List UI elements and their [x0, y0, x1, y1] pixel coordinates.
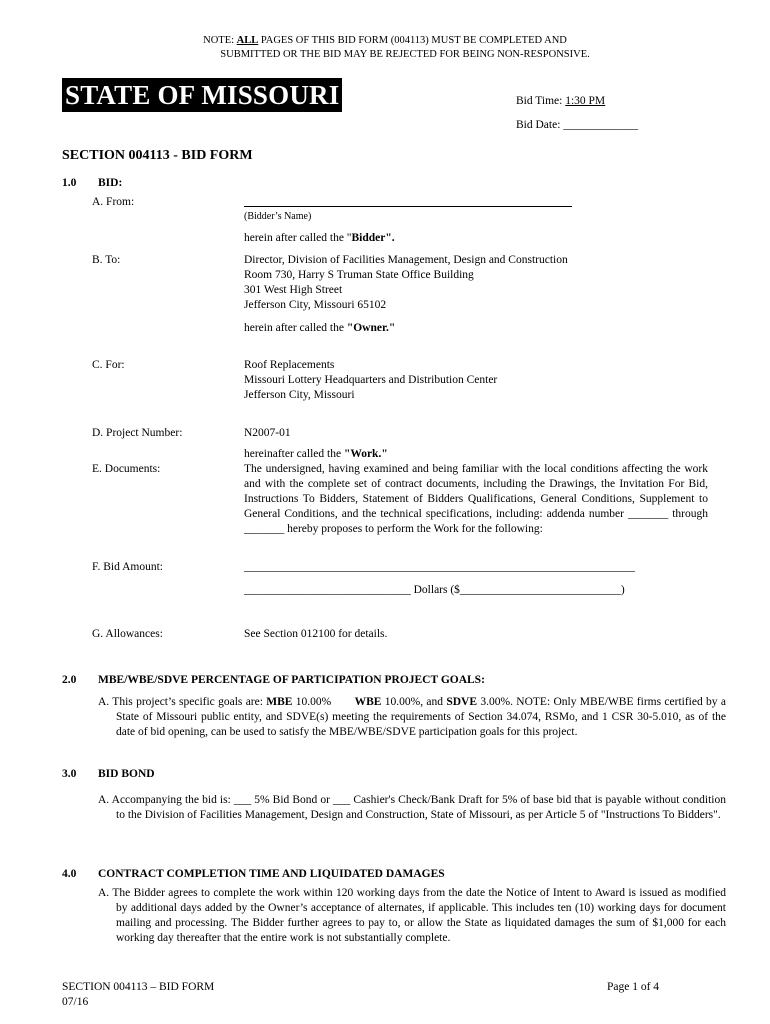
completion-time-text: A. The Bidder agrees to complete the work within 120 working days from the date the Notice of Intent to Award is issued as modified by additional days added by the Owner’s acceptance of alternates, if applicable. This includes ten (10) working days for document mailing and processing. The Bidder further agrees to pay to, or allow the State as liquidated damages the sum of $1,000 for each working day thereafter that the entire work is not substantially complete.: [98, 887, 726, 944]
documents-label: E. Documents:: [92, 463, 161, 475]
bid-date-blank[interactable]: _____________: [563, 119, 639, 131]
allowances-value: See Section 012100 for details.: [244, 628, 388, 640]
bid-time-value: 1:30 PM: [565, 95, 606, 107]
bid-date: Bid Date: _____________: [516, 119, 639, 131]
project-line: Roof Replacements: [244, 359, 335, 371]
allowances-label: G. Allowances:: [92, 628, 163, 640]
documents-text: The undersigned, having examined and being familiar with the local conditions affecting the work and with the complete set of contract documents, including the Drawings, the Invitation For Bid, Instructions To Bidders, Statement of Bidders Qualifications, General Conditions, Supplement to General Conditions, and the technical specifications, including: addenda number _______ through _______ hereby proposes to perform the Work for the following:: [244, 463, 708, 535]
project-line: Missouri Lottery Headquarters and Distribution Center: [244, 374, 498, 386]
to-label: B. To:: [92, 254, 121, 266]
section-3-heading: BID BOND: [98, 768, 155, 780]
from-label: A. From:: [92, 196, 135, 208]
work-designation: hereinafter called the "Work.": [244, 448, 388, 460]
address-line: Room 730, Harry S Truman State Office Building: [244, 269, 474, 281]
bidder-name-caption: (Bidder’s Name): [244, 211, 312, 222]
section-2-number: 2.0: [62, 674, 77, 686]
footer-section-name: SECTION 004113 – BID FORM: [62, 981, 215, 993]
page-number: Page 1 of 4: [607, 981, 660, 993]
section-4-heading: CONTRACT COMPLETION TIME AND LIQUIDATED DAMAGES: [98, 868, 445, 880]
footer-section: [62, 980, 214, 1010]
section-title: SECTION 004113 - BID FORM: [62, 148, 253, 163]
note-line-1: NOTE: ALL PAGES OF THIS BID FORM (004113) MUST BE COMPLETED AND: [203, 35, 567, 46]
project-number: N2007-01: [244, 427, 291, 439]
bidder-name-field[interactable]: [244, 206, 572, 207]
bidder-designation: herein after called the "Bidder".: [244, 232, 395, 244]
project-number-label: D. Project Number:: [92, 427, 183, 439]
address-line: 301 West High Street: [244, 284, 343, 296]
bid-bond-text: A. Accompanying the bid is: ___ 5% Bid Bond or ___ Cashier's Check/Bank Draft for 5% of base bid that is payable without condition to the Division of Facilities Management, Design and Construction, State of Missouri, as per Article 5 of "Instructions To Bidders".: [98, 794, 726, 821]
document-title: STATE OF MISSOURI: [62, 78, 342, 112]
section-2-heading: MBE/WBE/SDVE PERCENTAGE OF PARTICIPATION PROJECT GOALS:: [98, 674, 485, 686]
bid-amount-dollars-field[interactable]: _____________________________ Dollars ($____________________________): [244, 584, 625, 596]
section-4-number: 4.0: [62, 868, 77, 880]
participation-goals-text: A. This project’s specific goals are: MBE 10.00% WBE 10.00%, and SDVE 3.00%. NOTE: Only MBE/WBE firms certified by a State of Missouri public entity, and SDVE(s) meeting the requirements of Section 34.074, RSMo, and 1 CSR 30-5.010, as of the date of bid opening, can be used to satisfy the MBE/WBE/SDVE participation goals for this project.: [98, 696, 726, 738]
bid-amount-words-field[interactable]: ____________________________________________________________________: [244, 561, 635, 573]
for-label: C. For:: [92, 359, 125, 371]
owner-address: [244, 253, 568, 313]
section-1-number: 1.0: [62, 177, 77, 189]
note-line-2: SUBMITTED OR THE BID MAY BE REJECTED FOR BEING NON-RESPONSIVE.: [220, 49, 590, 60]
bid-amount-label: F. Bid Amount:: [92, 561, 163, 573]
project-line: Jefferson City, Missouri: [244, 389, 355, 401]
address-line: Jefferson City, Missouri 65102: [244, 299, 387, 311]
owner-designation: herein after called the "Owner.": [244, 322, 396, 334]
section-3-number: 3.0: [62, 768, 77, 780]
address-line: Director, Division of Facilities Management, Design and Construction: [244, 254, 568, 266]
bid-time: Bid Time: 1:30 PM: [516, 95, 606, 107]
note-all-emphasis: ALL: [236, 35, 259, 46]
section-1-heading: BID:: [98, 177, 123, 189]
footer-date: 07/16: [62, 996, 89, 1008]
project-description: [244, 358, 497, 403]
submission-note: [0, 34, 770, 62]
